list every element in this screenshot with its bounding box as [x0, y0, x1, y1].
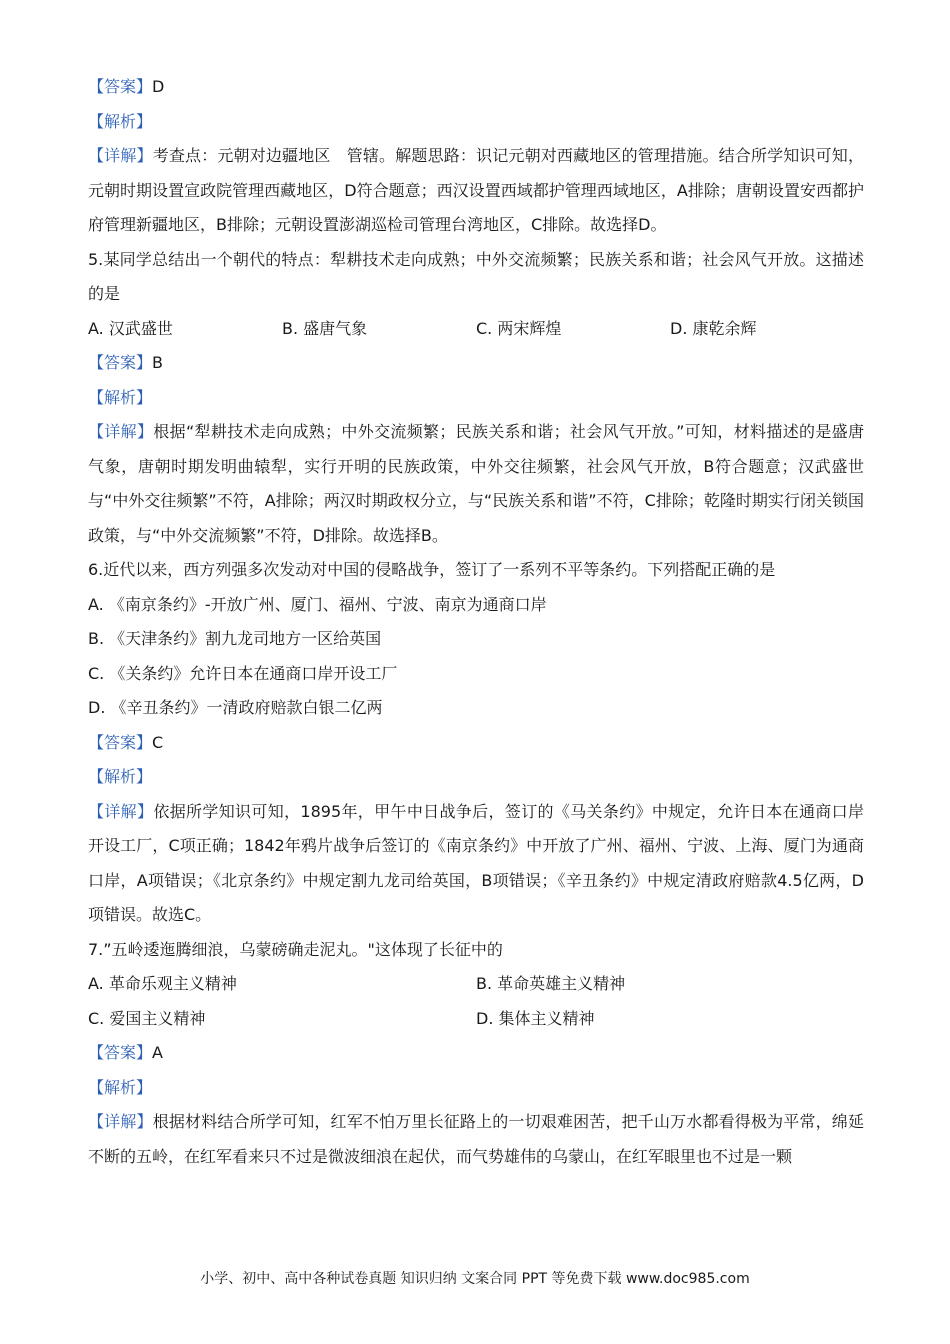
answer-tag: 【答案】 — [88, 1043, 153, 1062]
detail-tag: 【详解】 — [88, 422, 154, 441]
q6-detail — [88, 795, 864, 933]
answer-tag: 【答案】 — [88, 353, 153, 372]
q4-analysis-heading — [88, 105, 864, 140]
q5-stem: 5.某同学总结出一个朝代的特点：犁耕技术走向成熟；中外交流频繁；民族关系和谐；社会风气开放。这描述的是 — [88, 249, 864, 303]
q7-answer — [88, 1036, 864, 1071]
answer-value: B — [152, 353, 163, 372]
q4-answer — [88, 70, 864, 105]
q7-option-b: B. 革命英雄主义精神 — [476, 974, 626, 993]
analysis-tag: 【解析】 — [88, 1077, 153, 1097]
q5-options — [88, 312, 864, 347]
q7-stem: 7.”五岭逶迤腾细浪，乌蒙磅确走泥丸。"这体现了长征中的 — [88, 939, 503, 959]
detail-text: 依据所学知识可知，1895年，甲午中日战争后，签订的《马关条约》中规定，允许日本在通商口岸开设工厂，C项正确；1842年鸦片战争后签订的《南京条约》中开放了广州、福州、宁波、上海、厦门为通商口岸，A项错误；《北京条约》中规定割九龙司给英国，B项错误；《辛丑条约》中规定清政府赔款4.5亿两，D项错误。故选C。 — [88, 801, 864, 924]
detail-tag: 【详解】 — [88, 1112, 153, 1131]
q6-option-c: C. 《关条约》允许日本在通商口岸开设工厂 — [88, 663, 398, 683]
q7-analysis-heading — [88, 1071, 864, 1106]
answer-value: A — [152, 1043, 163, 1062]
q7-options-row-2 — [88, 1002, 864, 1037]
answer-value: D — [152, 77, 165, 96]
q7-option-c: C. 爱国主义精神 — [88, 1008, 206, 1028]
q5-detail — [88, 415, 864, 553]
detail-tag: 【详解】 — [88, 801, 154, 821]
answer-tag: 【答案】 — [88, 77, 153, 96]
q5-option-b: B. 盛唐气象 — [282, 318, 368, 338]
q6-option-d: D. 《辛丑条约》一清政府赔款白银二亿两 — [88, 698, 383, 717]
q7-option-a: A. 革命乐观主义精神 — [88, 974, 237, 993]
analysis-tag: 【解析】 — [88, 111, 153, 131]
q6-analysis-heading — [88, 760, 864, 795]
analysis-tag: 【解析】 — [88, 387, 153, 407]
answer-value: C — [152, 732, 164, 752]
q6-option-b: B. 《天津条约》割九龙司地方一区给英国 — [88, 629, 382, 648]
answer-tag: 【答案】 — [88, 732, 153, 752]
q5-option-d: D. 康乾余辉 — [670, 318, 757, 338]
detail-text: 根据材料结合所学可知，红军不怕万里长征路上的一切艰难困苦，把千山万水都看得极为平常，绵延不断的五岭，在红军看来只不过是微波细浪在起伏，而气势雄伟的乌蒙山，在红军眼里也不过是一颗 — [88, 1112, 864, 1166]
q5-option-a: A. 汉武盛世 — [88, 318, 173, 338]
q7-detail — [88, 1105, 864, 1174]
q5-option-c: C. 两宋辉煌 — [476, 318, 562, 338]
q4-detail — [88, 139, 864, 243]
detail-tag: 【详解】 — [88, 146, 153, 165]
document-body — [88, 70, 864, 1174]
q6-answer — [88, 726, 864, 761]
q5-analysis-heading — [88, 381, 864, 416]
q7-option-d: D. 集体主义精神 — [476, 1008, 595, 1028]
analysis-tag: 【解析】 — [88, 767, 153, 786]
q5-answer — [88, 346, 864, 381]
q6-option-a: A. 《南京条约》-开放广州、厦门、福州、宁波、南京为通商口岸 — [88, 594, 547, 614]
detail-text: 考查点：元朝对边疆地区 管辖。解题思路：识记元朝对西藏地区的管理措施。结合所学知识可知，元朝时期设置宣政院管理西藏地区，D符合题意；西汉设置西域都护管理西域地区，A排除；唐朝设置安西都护府管理新疆地区，B排除；元朝设置澎湖巡检司管理台湾地区，C排除。故选择D。 — [88, 146, 864, 234]
detail-text: 根据“犁耕技术走向成熟；中外交流频繁；民族关系和谐；社会风气开放。”可知，材料描述的是盛唐气象，唐朝时期发明曲辕犁，实行开明的民族政策，中外交往频繁，社会风气开放，B符合题意；汉武盛世与“中外交往频繁”不符，A排除；两汉时期政权分立，与“民族关系和谐”不符，C排除；乾隆时期实行闭关锁国政策，与“中外交流频繁”不符，D排除。故选择B。 — [88, 422, 864, 545]
q7-options-row-1 — [88, 967, 864, 1002]
q6-stem: 6.近代以来，西方列强多次发动对中国的侵略战争，签订了一系列不平等条约。下列搭配正确的是 — [88, 560, 776, 579]
page-footer: 小学、初中、高中各种试卷真题 知识归纳 文案合同 PPT 等免费下载 www.doc985.com — [200, 1271, 750, 1287]
